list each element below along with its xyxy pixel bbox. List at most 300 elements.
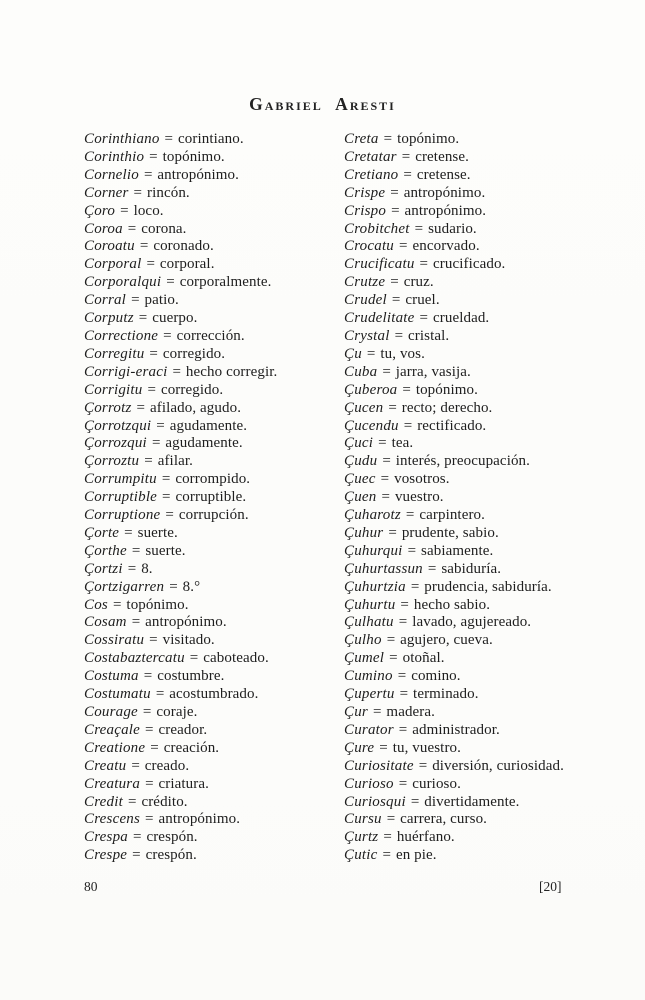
equals-sign: = — [145, 811, 154, 828]
dictionary-entry — [84, 364, 342, 382]
entry-headword: Courage — [84, 704, 138, 720]
equals-sign: = — [414, 220, 424, 237]
dictionary-entry — [84, 274, 342, 292]
entry-definition: recto; derecho. — [401, 399, 493, 416]
equals-sign: = — [378, 435, 387, 452]
entry-headword: Cornelio — [84, 166, 139, 183]
dictionary-entry — [344, 650, 616, 668]
equals-sign: = — [163, 327, 172, 344]
entry-definition: antropónimo. — [157, 166, 240, 183]
entry-headword: Cos — [84, 596, 108, 613]
entry-headword: Çuhurtu — [344, 596, 396, 613]
entry-definition: patio. — [144, 292, 179, 309]
entry-headword: Curioso — [344, 775, 394, 792]
entry-definition: corruptible. — [175, 489, 247, 506]
entry-headword: Çur — [344, 704, 368, 720]
entry-headword: Çuhurqui — [344, 542, 403, 559]
equals-sign: = — [147, 381, 156, 398]
equals-sign: = — [189, 650, 199, 667]
dictionary-entry — [344, 614, 616, 632]
entry-definition: cruel. — [405, 292, 440, 309]
dictionary-entry — [344, 811, 616, 829]
dictionary-entry — [84, 776, 342, 794]
entry-definition: antropónimo. — [403, 184, 486, 201]
dictionary-entry — [84, 632, 342, 650]
entry-definition: prudente, sabio. — [401, 524, 499, 541]
entry-headword: Crucificatu — [344, 256, 415, 273]
entry-definition: antropónimo. — [404, 202, 487, 219]
dictionary-entry — [84, 722, 342, 740]
page-number: 80 — [84, 879, 98, 894]
equals-sign: = — [156, 417, 165, 434]
dictionary-entry — [84, 382, 342, 400]
entry-headword: Crespe — [84, 847, 128, 864]
equals-sign: = — [142, 704, 152, 720]
dictionary-entry — [344, 310, 616, 328]
entry-headword: Crescens — [84, 811, 141, 828]
equals-sign: = — [402, 381, 411, 398]
entry-headword: Çuen — [344, 489, 377, 506]
equals-sign: = — [112, 596, 122, 613]
entry-definition: costumbre. — [157, 668, 225, 685]
entry-headword: Correctione — [84, 327, 159, 344]
dictionary-entry — [84, 561, 342, 579]
equals-sign: = — [410, 578, 420, 595]
entry-definition: lavado, agujereado. — [412, 614, 532, 631]
entry-definition: afilado, agudo. — [150, 399, 242, 416]
entry-headword: Çumel — [344, 650, 385, 667]
dictionary-entry — [344, 149, 616, 167]
entry-headword: Corinthiano — [84, 131, 160, 147]
equals-sign: = — [138, 310, 148, 327]
entry-definition: crédito. — [141, 793, 188, 810]
entry-definition: corrupción. — [178, 507, 249, 524]
equals-sign: = — [165, 507, 174, 524]
dictionary-entry — [344, 400, 616, 418]
entry-headword: Çutic — [344, 847, 378, 864]
entry-definition: agudamente. — [165, 435, 243, 452]
dictionary-entry — [344, 776, 616, 794]
dictionary-entry — [84, 292, 342, 310]
entry-definition: visitado. — [162, 632, 215, 649]
dictionary-entry — [84, 346, 342, 364]
entry-definition: topónimo. — [162, 148, 225, 165]
dictionary-column-left — [84, 131, 342, 865]
equals-sign: = — [136, 399, 145, 416]
dictionary-entry — [344, 704, 616, 722]
dictionary-entry — [84, 167, 342, 185]
dictionary-entry — [344, 489, 616, 507]
dictionary-entry — [84, 614, 342, 632]
equals-sign: = — [151, 435, 161, 452]
entry-definition: tea. — [391, 435, 414, 452]
dictionary-entry — [344, 686, 616, 704]
dictionary-entry — [344, 471, 616, 489]
equals-sign: = — [146, 256, 155, 273]
entry-definition: prudencia, sabiduría. — [424, 578, 552, 595]
equals-sign: = — [161, 471, 171, 488]
equals-sign: = — [427, 560, 437, 577]
entry-definition: sabiamente. — [421, 542, 494, 559]
equals-sign: = — [380, 471, 390, 488]
entry-definition: huérfano. — [396, 829, 455, 846]
entry-headword: Cumino — [344, 668, 393, 685]
equals-sign: = — [381, 489, 390, 506]
equals-sign: = — [383, 829, 392, 846]
dictionary-entry — [344, 579, 616, 597]
entry-headword: Çorthe — [84, 542, 127, 559]
entry-definition: agudamente. — [169, 417, 248, 434]
entry-headword: Coroatu — [84, 238, 135, 255]
dictionary-entry — [84, 847, 342, 865]
equals-sign: = — [162, 489, 171, 506]
entry-definition: cruz. — [403, 274, 434, 291]
entry-headword: Corregitu — [84, 345, 145, 362]
equals-sign: = — [372, 704, 382, 720]
issue-number: [20] — [539, 879, 562, 894]
entry-definition: cretense. — [416, 166, 471, 183]
entry-definition: encorvado. — [412, 238, 480, 255]
entry-definition: cuerpo. — [152, 310, 198, 327]
entry-headword: Curiosqui — [344, 793, 406, 810]
entry-definition: vuestro. — [394, 489, 444, 506]
equals-sign: = — [149, 632, 158, 649]
dictionary-entry — [344, 435, 616, 453]
dictionary-entry — [344, 346, 616, 364]
equals-sign: = — [169, 578, 178, 595]
entry-definition: otoñal. — [402, 650, 445, 667]
dictionary-entry — [344, 525, 616, 543]
entry-definition: curioso. — [412, 775, 461, 792]
equals-sign: = — [143, 668, 153, 685]
dictionary-entry — [84, 185, 342, 203]
dictionary-entry — [344, 203, 616, 221]
entry-headword: Çorroztu — [84, 453, 140, 470]
entry-headword: Corruptible — [84, 489, 158, 506]
dictionary-entry — [84, 131, 342, 149]
entry-headword: Crispe — [344, 184, 386, 201]
dictionary-entry — [344, 507, 616, 525]
dictionary-entry — [84, 453, 342, 471]
entry-definition: coronado. — [153, 238, 214, 255]
equals-sign: = — [120, 202, 129, 219]
equals-sign: = — [391, 292, 401, 309]
entry-headword: Corinthio — [84, 148, 145, 165]
equals-sign: = — [149, 148, 158, 165]
entry-headword: Crutze — [344, 274, 386, 291]
dictionary-entry — [84, 435, 342, 453]
entry-definition: corrompido. — [175, 471, 251, 488]
entry-definition: suerte. — [145, 542, 186, 559]
entry-headword: Çorrozqui — [84, 435, 147, 452]
equals-sign: = — [419, 256, 428, 273]
entry-definition: carpintero. — [419, 507, 486, 524]
dictionary-entry — [84, 203, 342, 221]
equals-sign: = — [382, 847, 391, 864]
entry-headword: Corputz — [84, 310, 134, 327]
dictionary-entry — [84, 650, 342, 668]
entry-definition: 8.° — [182, 578, 201, 595]
entry-headword: Creaçale — [84, 721, 141, 738]
entry-headword: Curiositate — [344, 757, 414, 774]
entry-definition: cristal. — [408, 327, 450, 344]
entry-definition: divertidamente. — [424, 793, 520, 810]
entry-definition: antropónimo. — [145, 614, 227, 631]
entry-definition: creación. — [163, 739, 220, 756]
entry-definition: 8. — [141, 560, 153, 577]
entry-headword: Creatione — [84, 739, 146, 756]
dictionary-entry — [84, 579, 342, 597]
dictionary-entry — [344, 597, 616, 615]
entry-definition: antropónimo. — [158, 811, 241, 828]
entry-headword: Costabaztercatu — [84, 650, 185, 667]
entry-headword: Cretatar — [344, 148, 397, 165]
dictionary-entry — [84, 400, 342, 418]
dictionary-entry — [84, 758, 342, 776]
equals-sign: = — [394, 327, 404, 344]
equals-sign: = — [391, 202, 400, 219]
equals-sign: = — [131, 292, 140, 309]
entry-definition: terminado. — [413, 686, 479, 703]
equals-sign: = — [131, 542, 141, 559]
entry-headword: Çorrotzqui — [84, 417, 152, 434]
entry-headword: Çoro — [84, 202, 116, 219]
entry-definition: diversión, curiosidad. — [432, 757, 564, 774]
entry-headword: Çucen — [344, 399, 384, 416]
entry-definition: corrección. — [176, 327, 245, 344]
entry-headword: Crocatu — [344, 238, 395, 255]
dictionary-entry — [344, 758, 616, 776]
entry-definition: agujero, cueva. — [400, 632, 493, 649]
entry-headword: Çuharotz — [344, 507, 401, 524]
dictionary-entry — [344, 256, 616, 274]
entry-headword: Çure — [344, 739, 375, 756]
entry-definition: corregido. — [160, 381, 224, 398]
entry-definition: rectificado. — [417, 417, 487, 434]
entry-headword: Çulhatu — [344, 614, 394, 631]
entry-headword: Credit — [84, 793, 123, 810]
entry-headword: Çudu — [344, 453, 378, 470]
entry-definition: cretense. — [415, 148, 469, 165]
dictionary-entry — [344, 740, 616, 758]
entry-headword: Corrigi-eraci — [84, 363, 168, 380]
entry-definition: caboteado. — [203, 650, 269, 667]
dictionary-entry — [84, 811, 342, 829]
entry-definition: suerte. — [137, 524, 178, 541]
equals-sign: = — [400, 596, 409, 613]
equals-sign: = — [398, 775, 408, 792]
dictionary-entry — [84, 221, 342, 239]
entry-definition: criatura. — [158, 775, 209, 792]
entry-headword: Cosam — [84, 614, 127, 631]
dictionary-entry — [344, 632, 616, 650]
entry-headword: Çucendu — [344, 417, 399, 434]
entry-headword: Çupertu — [344, 686, 395, 703]
dictionary-entry — [84, 704, 342, 722]
entry-definition: sudario. — [428, 220, 477, 237]
entry-definition: acostumbrado. — [169, 686, 259, 703]
entry-headword: Çuhurtassun — [344, 560, 423, 577]
entry-headword: Cretiano — [344, 166, 399, 183]
equals-sign: = — [410, 793, 420, 810]
equals-sign: = — [388, 524, 397, 541]
entry-definition: corintiano. — [178, 131, 244, 147]
dictionary-entry — [344, 453, 616, 471]
dictionary-entry — [344, 794, 616, 812]
dictionary-column-right — [344, 131, 616, 865]
entry-headword: Corral — [84, 292, 127, 309]
dictionary-entry — [84, 149, 342, 167]
entry-headword: Çuhurtzia — [344, 578, 406, 595]
entry-headword: Curator — [344, 721, 394, 738]
dictionary-entry — [344, 274, 616, 292]
equals-sign: = — [419, 310, 428, 327]
equals-sign: = — [389, 650, 398, 667]
entry-definition: tu, vuestro. — [392, 739, 461, 756]
entry-definition: crueldad. — [433, 310, 490, 327]
equals-sign: = — [379, 739, 388, 756]
entry-headword: Çuec — [344, 471, 376, 488]
equals-sign: = — [399, 238, 408, 255]
equals-sign: = — [132, 847, 141, 864]
dictionary-entry — [84, 328, 342, 346]
entry-headword: Creta — [344, 131, 379, 147]
entry-headword: Crispo — [344, 202, 387, 219]
entry-definition: en pie. — [395, 847, 437, 864]
entry-headword: Corruptione — [84, 507, 161, 524]
entry-definition: corporal. — [159, 256, 215, 273]
entry-definition: tu, vos. — [380, 345, 425, 362]
equals-sign: = — [139, 238, 149, 255]
dictionary-entry — [344, 131, 616, 149]
entry-headword: Creatura — [84, 775, 141, 792]
entry-headword: Çuberoa — [344, 381, 398, 398]
dictionary-entry — [84, 686, 342, 704]
dictionary-entry — [84, 668, 342, 686]
entry-headword: Crudel — [344, 292, 387, 309]
equals-sign: = — [383, 131, 393, 147]
equals-sign: = — [166, 274, 175, 291]
entry-definition: vosotros. — [394, 471, 450, 488]
entry-headword: Coroa — [84, 220, 123, 237]
equals-sign: = — [386, 811, 396, 828]
entry-definition: crespón. — [145, 847, 197, 864]
entry-definition: corregido. — [162, 345, 226, 362]
dictionary-entry — [84, 794, 342, 812]
dictionary-entry — [344, 185, 616, 203]
dictionary-entry — [344, 221, 616, 239]
equals-sign: = — [403, 417, 413, 434]
entry-headword: Çulho — [344, 632, 382, 649]
equals-sign: = — [382, 453, 391, 470]
dictionary-entry — [84, 489, 342, 507]
entry-headword: Cursu — [344, 811, 382, 828]
entry-headword: Costuma — [84, 668, 139, 685]
dictionary-entry — [344, 364, 616, 382]
entry-definition: creador. — [158, 721, 208, 738]
entry-headword: Çuhur — [344, 524, 384, 541]
equals-sign: = — [418, 757, 428, 774]
entry-definition: topónimo. — [397, 131, 460, 147]
equals-sign: = — [390, 184, 399, 201]
dictionary-entry — [344, 847, 616, 865]
equals-sign: = — [164, 131, 174, 147]
entry-definition: creado. — [144, 757, 190, 774]
equals-sign: = — [127, 220, 137, 237]
entry-headword: Corporalqui — [84, 274, 162, 291]
entry-headword: Creatu — [84, 757, 127, 774]
entry-headword: Cossiratu — [84, 632, 145, 649]
dictionary-entry — [344, 238, 616, 256]
equals-sign: = — [133, 184, 143, 201]
equals-sign: = — [401, 148, 411, 165]
entry-headword: Çurtz — [344, 829, 379, 846]
dictionary-entry — [344, 418, 616, 436]
entry-definition: loco. — [133, 202, 164, 219]
equals-sign: = — [398, 721, 408, 738]
equals-sign: = — [403, 166, 412, 183]
page-header-title: Gabriel Aresti — [249, 94, 396, 114]
entry-headword: Çortzi — [84, 560, 123, 577]
equals-sign: = — [390, 274, 399, 291]
equals-sign: = — [143, 166, 153, 183]
entry-headword: Çorrotz — [84, 399, 132, 416]
equals-sign: = — [397, 668, 407, 685]
equals-sign: = — [127, 560, 137, 577]
entry-headword: Corner — [84, 184, 129, 201]
entry-definition: topónimo. — [126, 596, 189, 613]
equals-sign: = — [145, 721, 154, 738]
equals-sign: = — [399, 686, 409, 703]
dictionary-entry — [84, 238, 342, 256]
entry-definition: crespón. — [146, 829, 198, 846]
equals-sign: = — [407, 542, 417, 559]
equals-sign: = — [366, 345, 376, 362]
entry-headword: Cuba — [344, 363, 378, 380]
equals-sign: = — [386, 632, 396, 649]
dictionary-entry — [84, 507, 342, 525]
entry-headword: Çuci — [344, 435, 374, 452]
equals-sign: = — [172, 363, 181, 380]
equals-sign: = — [145, 775, 154, 792]
equals-sign: = — [398, 614, 408, 631]
equals-sign: = — [127, 793, 137, 810]
dictionary-entry — [84, 418, 342, 436]
entry-definition: corona. — [141, 220, 187, 237]
dictionary-entry — [344, 167, 616, 185]
entry-definition: hecho sabio. — [413, 596, 491, 613]
entry-definition: coraje. — [156, 704, 198, 720]
dictionary-entry — [344, 328, 616, 346]
equals-sign: = — [149, 345, 158, 362]
entry-definition: madera. — [386, 704, 436, 720]
dictionary-entry — [84, 256, 342, 274]
entry-headword: Corporal — [84, 256, 142, 273]
dictionary-entry — [344, 292, 616, 310]
entry-headword: Crudelitate — [344, 310, 415, 327]
entry-headword: Crobitchet — [344, 220, 410, 237]
entry-headword: Çorte — [84, 524, 120, 541]
equals-sign: = — [132, 829, 142, 846]
entry-definition: rincón. — [147, 184, 190, 201]
entry-definition: afilar. — [157, 453, 193, 470]
equals-sign: = — [382, 363, 391, 380]
entry-headword: Crystal — [344, 327, 390, 344]
dictionary-entry — [344, 722, 616, 740]
entry-definition: administrador. — [412, 721, 500, 738]
entry-definition: carrera, curso. — [400, 811, 488, 828]
dictionary-entry — [344, 382, 616, 400]
